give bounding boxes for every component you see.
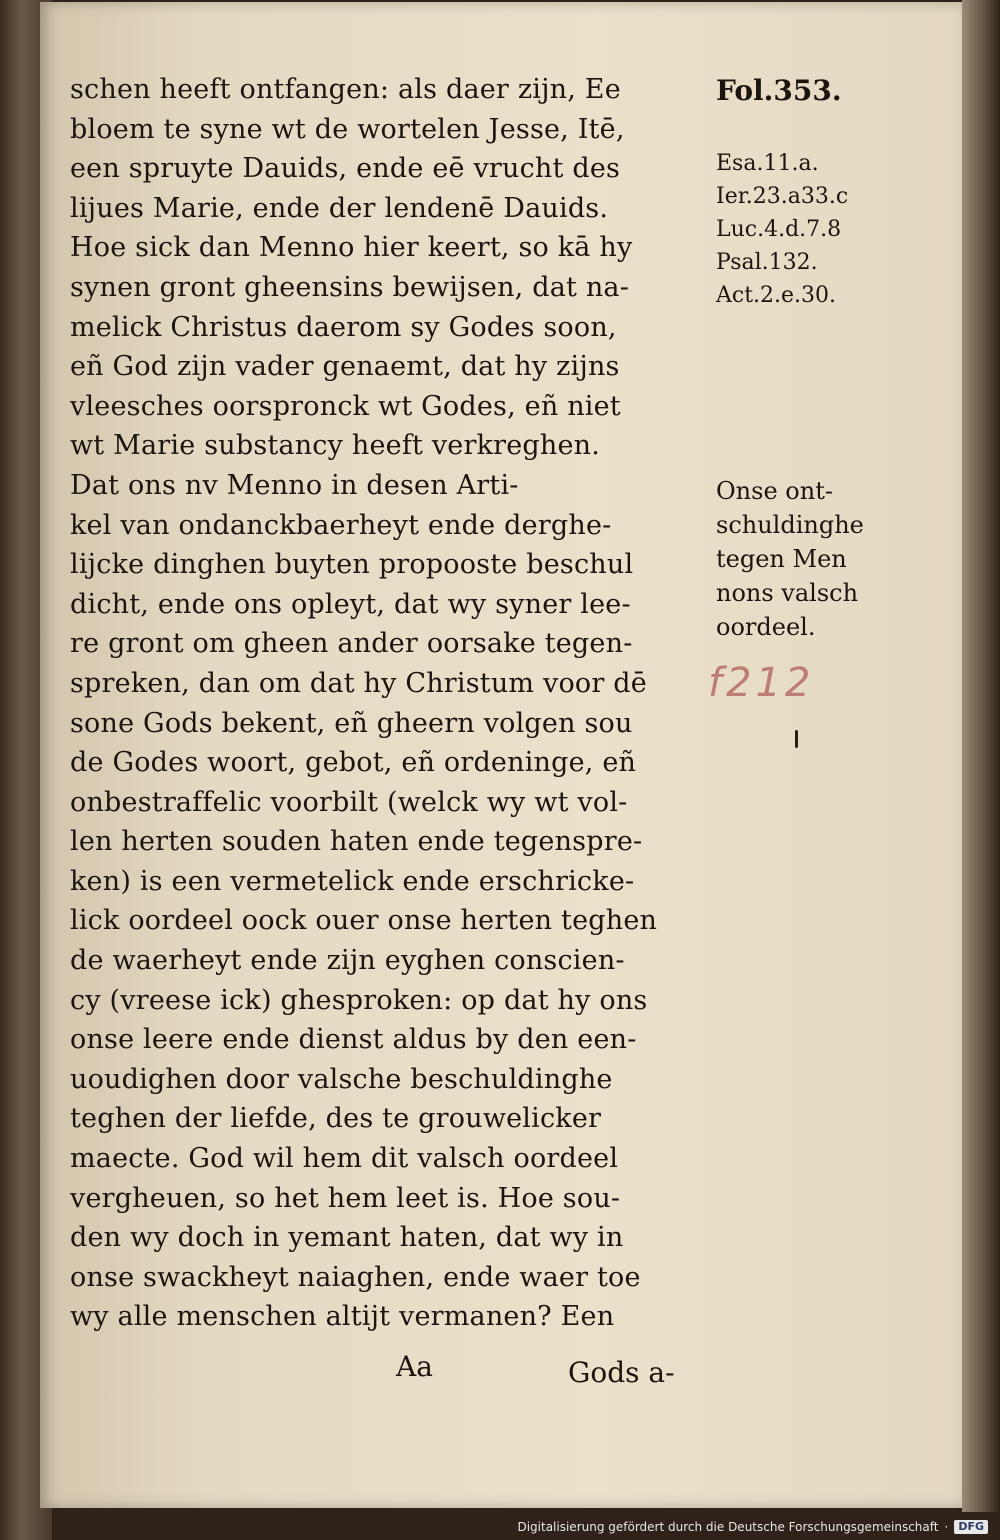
text-line: len herten souden haten ende tegenspre- <box>70 826 643 858</box>
text-line: spreken, dan om dat hy Christum voor dē <box>70 667 647 699</box>
ink-mark <box>795 730 798 748</box>
text-line: schen heeft ontfangen: als daer zijn, Ee <box>70 74 621 105</box>
text-line: de waerheyt ende zijn eyghen conscien- <box>70 945 625 977</box>
text-line: lijcke dinghen buyten propooste beschul <box>70 549 634 581</box>
page-fore-edge <box>962 0 1000 1512</box>
text-line: maecte. God wil hem dit valsch oordeel <box>70 1143 619 1175</box>
margin-reference: Psal.132. <box>716 250 818 275</box>
text-line: Hoe sick dan Menno hier keert, so kā hy <box>70 232 633 264</box>
main-text-block <box>70 70 700 1337</box>
text-line: wt Marie substancy heeft verkreghen. <box>70 430 601 462</box>
text-line: wy alle menschen altijt vermanen? Een <box>70 1301 615 1333</box>
margin-reference: Ier.23.a33.c <box>716 184 849 209</box>
text-line: Dat ons nv Menno in desen Arti- <box>70 469 519 501</box>
margin-reference: Luc.4.d.7.8 <box>716 217 842 242</box>
digitization-footer <box>517 1520 988 1534</box>
margin-references <box>716 147 848 312</box>
text-line: synen gront gheensins bewijsen, dat na- <box>70 271 630 303</box>
text-line: onse swackheyt naiaghen, ende waer toe <box>70 1261 641 1293</box>
text-line: ken) is een vermetelick ende erschricke- <box>70 865 635 897</box>
pencil-annotation: f212 <box>708 660 815 706</box>
catchword: Gods a- <box>568 1356 675 1389</box>
text-line: onbestraffelic voorbilt (welck wy wt vol- <box>70 786 628 818</box>
text-line: onse leere ende dienst aldus by den een- <box>70 1024 637 1056</box>
text-line: lijues Marie, ende der lendenē Dauids. <box>70 192 609 224</box>
text-line: vergheuen, so het hem leet is. Hoe sou- <box>70 1182 621 1214</box>
text-line: de Godes woort, gebot, eñ ordeninge, eñ <box>70 747 637 779</box>
footer-credit: Digitalisierung gefördert durch die Deutsche Forschungsgemeinschaft <box>517 1520 939 1534</box>
text-line: teghen der liefde, des te grouwelicker <box>70 1103 602 1135</box>
footer-separator: · <box>944 1520 949 1534</box>
margin-note-line: tegen Men <box>716 545 847 573</box>
text-line: een spruyte Dauids, ende eē vrucht des <box>70 153 621 185</box>
text-line: melick Christus daerom sy Godes soon, <box>70 311 617 343</box>
margin-note-line: nons valsch <box>716 579 859 607</box>
text-line: bloem te syne wt de wortelen Jesse, Itē, <box>70 113 625 145</box>
text-line: dicht, ende ons opleyt, dat wy syner lee- <box>70 588 631 620</box>
margin-note-line: oordeel. <box>716 613 816 641</box>
text-line: re gront om gheen ander oorsake tegen- <box>70 628 633 660</box>
text-line: kel van ondanckbaerheyt ende derghe- <box>70 509 612 541</box>
folio-number: Fol.353. <box>716 74 842 107</box>
dfg-logo-icon: DFG <box>954 1520 988 1534</box>
margin-note-line: schuldinghe <box>716 511 864 539</box>
text-line: lick oordeel oock ouer onse herten teghen <box>70 905 658 937</box>
text-line: den wy doch in yemant haten, dat wy in <box>70 1222 624 1254</box>
text-line: sone Gods bekent, eñ gheern volgen sou <box>70 707 633 739</box>
signature-mark: Aa <box>396 1350 433 1383</box>
text-line: uoudighen door valsche beschuldinghe <box>70 1063 613 1095</box>
margin-reference: Esa.11.a. <box>716 151 819 176</box>
text-line: cy (vreese ick) ghesproken: op dat hy ons <box>70 984 648 1016</box>
text-line: eñ God zijn vader genaemt, dat hy zijns <box>70 351 620 383</box>
margin-note-line: Onse ont- <box>716 477 833 505</box>
margin-note <box>716 474 864 644</box>
margin-reference: Act.2.e.30. <box>716 283 837 308</box>
text-line: vleesches oorspronck wt Godes, eñ niet <box>70 390 621 422</box>
